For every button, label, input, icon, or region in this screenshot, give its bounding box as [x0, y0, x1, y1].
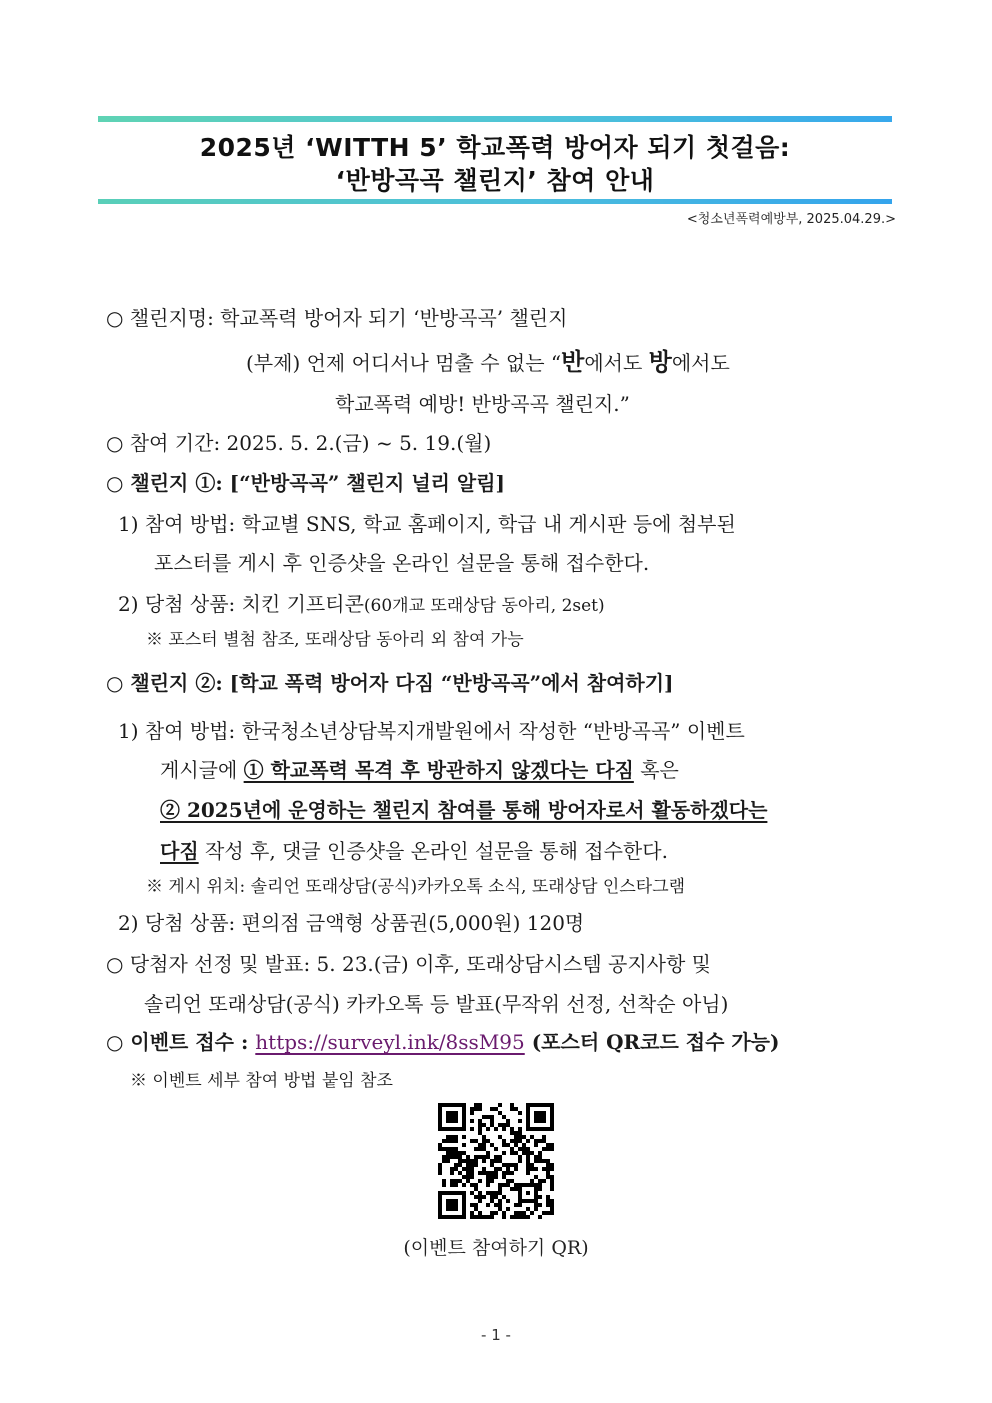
subtitle-bang: 방: [648, 347, 672, 376]
method-line2-pledge: ① 학교폭력 목격 후 방관하지 않겠다는 다짐: [243, 758, 634, 782]
challenge1-heading: ○ 챌린지 ①: [“반방곡곡” 챌린지 널리 알림]: [106, 471, 506, 495]
challenge2-method-line1: 1) 참여 방법: 한국청소년상담복지개발원에서 작성한 “반방곡곡” 이벤트: [118, 719, 745, 743]
challenge2-heading: ○ 챌린지 ②: [학교 폭력 방어자 다짐 “반방곡곡”에서 참여하기]: [106, 671, 674, 695]
title-bottom-rule: [98, 199, 892, 204]
participation-period: ○ 참여 기간: 2025. 5. 2.(금) ~ 5. 19.(월): [106, 431, 492, 455]
method-line4-rest: 작성 후, 댓글 인증샷을 온라인 설문을 통해 접수한다.: [198, 839, 668, 863]
announcement-line2: 솔리언 또래상담(공식) 카카오톡 등 발표(무작위 선정, 선착순 아님): [144, 992, 729, 1016]
challenge2-method-line3: ② 2025년에 운영하는 챌린지 참여를 통해 방어자로서 활동하겠다는: [160, 798, 768, 822]
challenge2-method-line2: [160, 757, 679, 783]
challenge2-note: ※ 게시 위치: 솔리언 또래상담(공식)카카오톡 소식, 또래상담 인스타그램: [146, 877, 686, 897]
method-line2-or: 혹은: [633, 758, 679, 782]
challenge-subtitle-line2: 학교폭력 예방! 반방곡곡 챌린지.”: [335, 392, 630, 416]
page-title-line2: ‘반방곡곡 챌린지’ 참여 안내: [335, 166, 655, 195]
source-note: <청소년폭력예방부, 2025.04.29.>: [686, 212, 896, 227]
subtitle-part-c: 에서도: [671, 351, 730, 375]
challenge1-prize-label: 2) 당첨 상품: 치킨 기프티콘: [118, 592, 364, 616]
challenge1-method-line2: 포스터를 게시 후 인증샷을 온라인 설문을 통해 접수한다.: [154, 551, 650, 575]
qr-code: [438, 1103, 554, 1219]
challenge2-prize: 2) 당첨 상품: 편의점 금액형 상품권(5,000원) 120명: [118, 911, 585, 935]
challenge1-prize-detail: (60개교 또래상담 동아리, 2set): [363, 596, 605, 616]
challenge-name: ○ 챌린지명: 학교폭력 방어자 되기 ‘반방곡곡’ 챌린지: [106, 306, 568, 330]
subtitle-part-a: (부제) 언제 어디서나 멈출 수 없는 “: [246, 351, 562, 375]
event-label: ○ 이벤트 접수 :: [106, 1030, 256, 1054]
page-title-line1: 2025년 ‘WITTH 5’ 학교폭력 방어자 되기 첫걸음:: [199, 133, 791, 162]
subtitle-ban: 반: [561, 347, 585, 376]
challenge1-note: ※ 포스터 별첨 참조, 또래상담 동아리 외 참여 가능: [146, 630, 524, 650]
challenge2-method-line4: [160, 838, 668, 864]
qr-caption: (이벤트 참여하기 QR): [403, 1237, 589, 1259]
page-number: - 1 -: [481, 1326, 511, 1344]
event-submission: [106, 1029, 779, 1055]
event-note: ※ 이벤트 세부 참여 방법 붙임 참조: [130, 1071, 393, 1091]
method-line2-lead: 게시글에: [160, 758, 244, 782]
event-suffix: (포스터 QR코드 접수 가능): [524, 1030, 780, 1054]
challenge1-prize: [118, 591, 605, 619]
method-line4-pledge: 다짐: [160, 839, 199, 863]
challenge1-method-line1: 1) 참여 방법: 학교별 SNS, 학교 홈페이지, 학급 내 게시판 등에 첨부된: [118, 512, 736, 536]
event-link[interactable]: https://surveyl.ink/8ssM95: [255, 1030, 525, 1054]
announcement-line1: ○ 당첨자 선정 및 발표: 5. 23.(금) 이후, 또래상담시스템 공지사항 및: [106, 952, 711, 976]
title-top-rule: [98, 116, 892, 122]
subtitle-part-b: 에서도: [584, 351, 649, 375]
challenge-subtitle-line1: [246, 349, 730, 376]
